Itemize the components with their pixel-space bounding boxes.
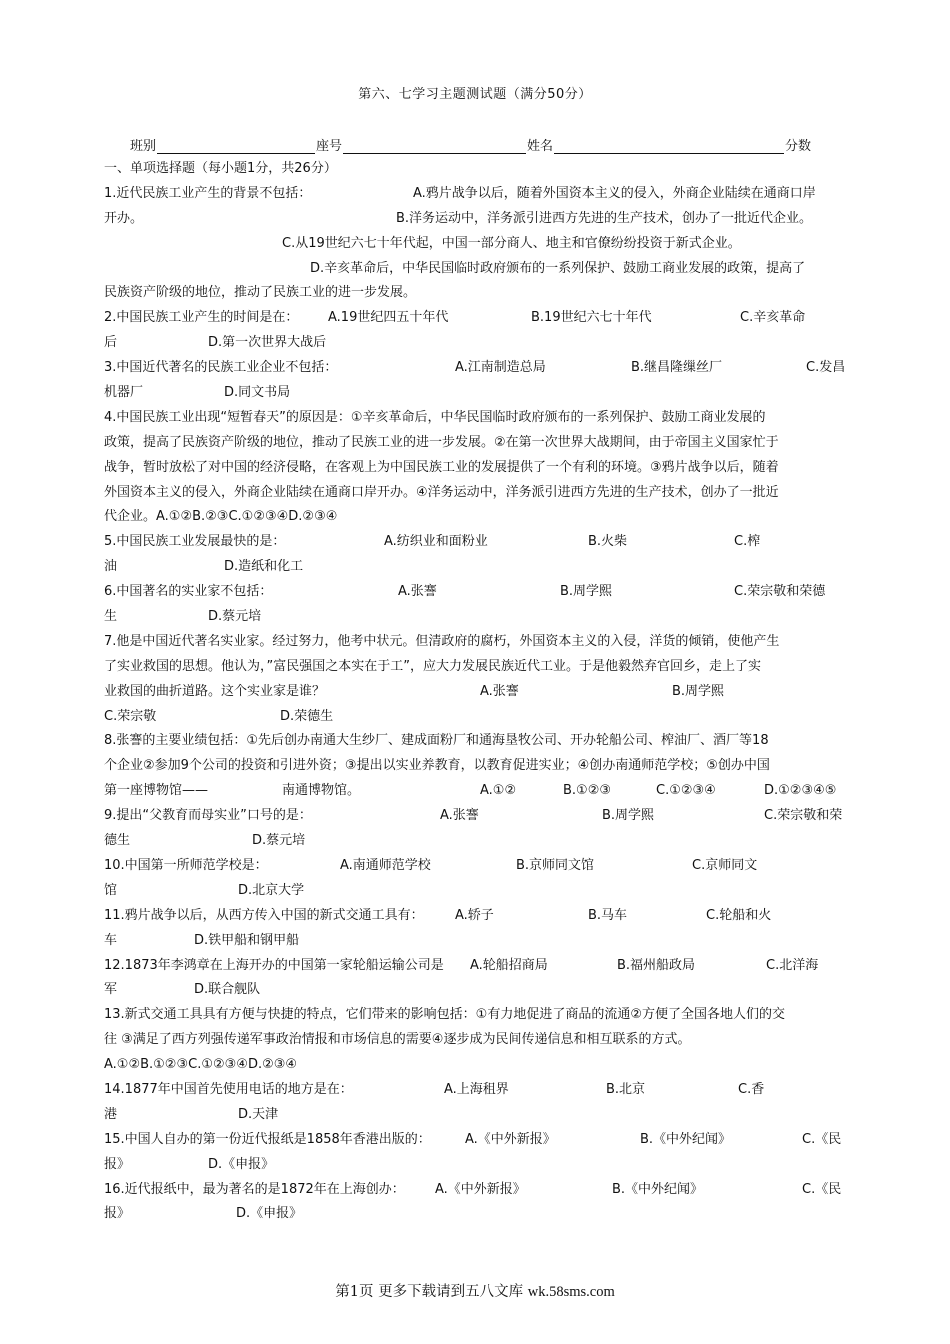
q6-option-b: B.周学熙 bbox=[560, 584, 613, 600]
q10-option-d: D.北京大学 bbox=[238, 882, 305, 898]
question-3 bbox=[104, 356, 856, 381]
question-list bbox=[104, 157, 856, 1227]
q14-stem: 14.1877年中国首先使用电话的地方是在： bbox=[104, 1081, 353, 1097]
question-7-line-2: 了实业救国的思想。他认为，”富民强国之本实在于工”，应大力发展民族近代工业。于是他毅然弃官回乡，走上了实 bbox=[104, 658, 761, 674]
q10-option-b: B.京师同文馆 bbox=[516, 857, 595, 873]
q5-option-c: C.榨 bbox=[734, 534, 761, 550]
q16-option-c-cont: 报》 bbox=[104, 1206, 131, 1222]
q11-stem: 11.鸦片战争以后，从西方传入中国的新式交通工具有： bbox=[104, 907, 424, 923]
q8-stem-end: 第一座博物馆—— bbox=[104, 783, 209, 799]
q15-option-c-cont: 报》 bbox=[104, 1156, 131, 1172]
q1-option-c: C.从19世纪六七十年代起，中国一部分商人、地主和官僚纷纷投资于新式企业。 bbox=[282, 235, 741, 251]
q6-stem: 6.中国著名的实业家不包括： bbox=[104, 584, 273, 600]
q1-option-d-cont: 民族资产阶级的地位，推动了民族工业的进一步发展。 bbox=[104, 285, 417, 301]
q1-option-a-cont: 开办。 bbox=[104, 210, 144, 226]
question-13-line-3: A.①②B.①②③C.①②③④D.②③④ bbox=[104, 1057, 298, 1073]
q14-option-c-cont: 港 bbox=[104, 1106, 118, 1122]
question-4-line-3: 战争，暂时放松了对中国的经济侵略，在客观上为中国民族工业的发展提供了一个有利的环境。③鸦片战争以后，随着 bbox=[104, 459, 779, 475]
question-2 bbox=[104, 306, 856, 331]
q9-option-d: D.蔡元培 bbox=[252, 833, 306, 849]
q11-option-c: C.轮船和火 bbox=[706, 907, 772, 923]
question-4-line-5: 代企业。A.①②B.②③C.①②③④D.②③④ bbox=[104, 509, 338, 525]
q7-option-c: C.荣宗敬 bbox=[104, 708, 157, 724]
q14-option-c: C.香 bbox=[738, 1081, 765, 1097]
question-1 bbox=[104, 182, 856, 207]
student-info-row bbox=[130, 134, 842, 154]
q3-option-a: A.江南制造总局 bbox=[455, 360, 546, 376]
q2-option-a: A.19世纪四五十年代 bbox=[328, 310, 449, 326]
q15-option-c: C.《民 bbox=[802, 1131, 842, 1147]
site-link[interactable]: wk.58sms.com bbox=[527, 1284, 615, 1300]
q5-option-b: B.火柴 bbox=[588, 534, 628, 550]
question-4-line-2: 政策，提高了民族资产阶级的地位，推动了民族工业的进一步发展。②在第一次世界大战期间，由于帝国主义国家忙于 bbox=[104, 434, 779, 450]
q15-option-d: D.《申报》 bbox=[208, 1156, 275, 1172]
q11-option-a: A.轿子 bbox=[455, 907, 494, 923]
question-9 bbox=[104, 804, 856, 829]
question-5 bbox=[104, 530, 856, 555]
q11-option-b: B.马车 bbox=[588, 907, 628, 923]
q2-option-c-cont: 后 bbox=[104, 335, 118, 351]
question-13-line-2: 往 ③满足了西方列强传递军事政治情报和市场信息的需要④逐步成为民间传递信息和相互联系的方式。 bbox=[104, 1032, 691, 1048]
q11-option-d: D.铁甲船和钢甲船 bbox=[194, 932, 300, 948]
q7-option-a: A.张謇 bbox=[480, 683, 519, 699]
q1-option-a: A.鸦片战争以后，随着外国资本主义的侵入，外商企业陆续在通商口岸 bbox=[413, 185, 816, 201]
q6-option-c-cont: 生 bbox=[104, 609, 118, 625]
page-footer bbox=[0, 1280, 950, 1301]
question-4-line-4: 外国资本主义的侵入，外商企业陆续在通商口岸开办。④洋务运动中，洋务派引进西方先进的生产技术，创办了一批近 bbox=[104, 484, 779, 500]
q1-stem: 1.近代民族工业产生的背景不包括： bbox=[104, 185, 312, 201]
name-blank[interactable] bbox=[554, 139, 784, 154]
q2-option-d: D.第一次世界大战后 bbox=[208, 335, 327, 351]
question-8-line-3 bbox=[104, 779, 856, 804]
question-15 bbox=[104, 1128, 856, 1153]
q8-option-c: C.①②③④ bbox=[656, 783, 716, 799]
q6-option-d: D.蔡元培 bbox=[208, 609, 262, 625]
q12-option-c-cont: 军 bbox=[104, 982, 118, 998]
q11-option-c-cont: 车 bbox=[104, 932, 118, 948]
q8-stem-end-2: 南通博物馆。 bbox=[282, 783, 361, 799]
q15-stem: 15.中国人自办的第一份近代报纸是1858年香港出版的： bbox=[104, 1131, 431, 1147]
class-blank[interactable] bbox=[157, 139, 315, 154]
question-8-line-1: 8.张謇的主要业绩包括：①先后创办南通大生纱厂、建成面粉厂和通海垦牧公司、开办轮船公司、榨油厂、酒厂等18 bbox=[104, 733, 769, 749]
q3-option-c-cont: 机器厂 bbox=[104, 385, 144, 401]
q14-option-d: D.天津 bbox=[238, 1106, 279, 1122]
question-14 bbox=[104, 1078, 856, 1103]
q1-option-b: B.洋务运动中，洋务派引进西方先进的生产技术，创办了一批近代企业。 bbox=[396, 210, 813, 226]
q16-option-d: D.《申报》 bbox=[236, 1206, 303, 1222]
q9-stem: 9.提出“父教育而母实业”口号的是： bbox=[104, 808, 312, 824]
q16-option-a: A.《中外新报》 bbox=[435, 1181, 526, 1197]
question-6 bbox=[104, 580, 856, 605]
q7-stem-end: 业救国的曲折道路。这个实业家是谁？ bbox=[104, 683, 326, 699]
q3-option-b: B.继昌隆缫丝厂 bbox=[631, 360, 723, 376]
q10-option-c: C.京师同文 bbox=[692, 857, 758, 873]
question-12 bbox=[104, 954, 856, 979]
q6-option-a: A.张謇 bbox=[398, 584, 437, 600]
q5-option-d: D.造纸和化工 bbox=[224, 559, 304, 575]
q3-option-c: C.发昌 bbox=[806, 360, 846, 376]
q5-option-c-cont: 油 bbox=[104, 559, 118, 575]
q2-stem: 2.中国民族工业产生的时间是在： bbox=[104, 310, 299, 326]
question-7-line-3 bbox=[104, 680, 856, 705]
q10-option-a: A.南通师范学校 bbox=[340, 857, 431, 873]
name-label: 姓名 bbox=[527, 139, 554, 154]
q8-option-b: B.①②③ bbox=[563, 783, 612, 799]
q12-option-b: B.福州船政局 bbox=[617, 957, 696, 973]
q5-option-a: A.纺织业和面粉业 bbox=[384, 534, 488, 550]
q12-option-d: D.联合舰队 bbox=[194, 982, 261, 998]
q12-option-c: C.北洋海 bbox=[766, 957, 819, 973]
q10-stem: 10.中国第一所师范学校是： bbox=[104, 857, 268, 873]
q1-option-d: D.辛亥革命后，中华民国临时政府颁布的一系列保护、鼓励工商业发展的政策，提高了 bbox=[310, 260, 806, 276]
question-11 bbox=[104, 904, 856, 929]
download-note: 更多下载请到五八文库 bbox=[378, 1284, 524, 1300]
q9-option-c: C.荣宗敬和荣 bbox=[764, 808, 843, 824]
q15-option-b: B.《中外纪闻》 bbox=[640, 1131, 732, 1147]
question-16 bbox=[104, 1178, 856, 1203]
class-label: 班别 bbox=[130, 139, 157, 154]
q12-stem: 12.1873年李鸿章在上海开办的中国第一家轮船运输公司是 bbox=[104, 957, 444, 973]
q5-stem: 5.中国民族工业发展最快的是： bbox=[104, 534, 286, 550]
q7-option-b: B.周学熙 bbox=[672, 683, 725, 699]
q15-option-a: A.《中外新报》 bbox=[465, 1131, 556, 1147]
q10-option-c-cont: 馆 bbox=[104, 882, 118, 898]
question-10 bbox=[104, 854, 856, 879]
q12-option-a: A.轮船招商局 bbox=[470, 957, 548, 973]
seat-label: 座号 bbox=[316, 139, 343, 154]
q16-option-c: C.《民 bbox=[802, 1181, 842, 1197]
q14-option-b: B.北京 bbox=[606, 1081, 646, 1097]
page-title: 第六、七学习主题测试题（满分50分） bbox=[358, 87, 592, 102]
q3-stem: 3.中国近代著名的民族工业企业不包括： bbox=[104, 360, 338, 376]
score-label: 分数 bbox=[785, 139, 812, 154]
question-7-line-1: 7.他是中国近代著名实业家。经过努力，他考中状元。但清政府的腐朽，外国资本主义的入侵，洋货的倾销，使他产生 bbox=[104, 633, 780, 649]
q9-option-b: B.周学熙 bbox=[602, 808, 655, 824]
section-heading: 一、单项选择题（每小题1分，共26分） bbox=[104, 161, 337, 176]
question-8-line-2: 个企业②参加9个公司的投资和引进外资；③提出以实业养教育，以教育促进实业；④创办南通师范学校；⑤创办中国 bbox=[104, 758, 770, 774]
question-4-line-1: 4.中国民族工业出现“短暂春天”的原因是：①辛亥革命后，中华民国临时政府颁布的一系列保护、鼓励工商业发展的 bbox=[104, 409, 766, 425]
q8-option-d: D.①②③④⑤ bbox=[764, 783, 837, 799]
q9-option-a: A.张謇 bbox=[440, 808, 479, 824]
q16-stem: 16.近代报纸中，最为著名的是1872年在上海创办： bbox=[104, 1181, 405, 1197]
q9-option-c-cont: 德生 bbox=[104, 833, 131, 849]
q16-option-b: B.《中外纪闻》 bbox=[612, 1181, 704, 1197]
seat-blank[interactable] bbox=[343, 139, 526, 154]
page-number: 第1页 bbox=[335, 1284, 374, 1300]
q3-option-d: D.同文书局 bbox=[224, 385, 291, 401]
q7-option-d: D.荣德生 bbox=[280, 708, 334, 724]
q6-option-c: C.荣宗敬和荣德 bbox=[734, 584, 826, 600]
q2-option-c: C.辛亥革命 bbox=[740, 310, 806, 326]
question-13-line-1: 13.新式交通工具具有方便与快捷的特点，它们带来的影响包括：①有力地促进了商品的流通②方便了全国各地人们的交 bbox=[104, 1007, 785, 1023]
q8-option-a: A.①② bbox=[480, 783, 517, 799]
q2-option-b: B.19世纪六七十年代 bbox=[531, 310, 652, 326]
q14-option-a: A.上海租界 bbox=[444, 1081, 509, 1097]
